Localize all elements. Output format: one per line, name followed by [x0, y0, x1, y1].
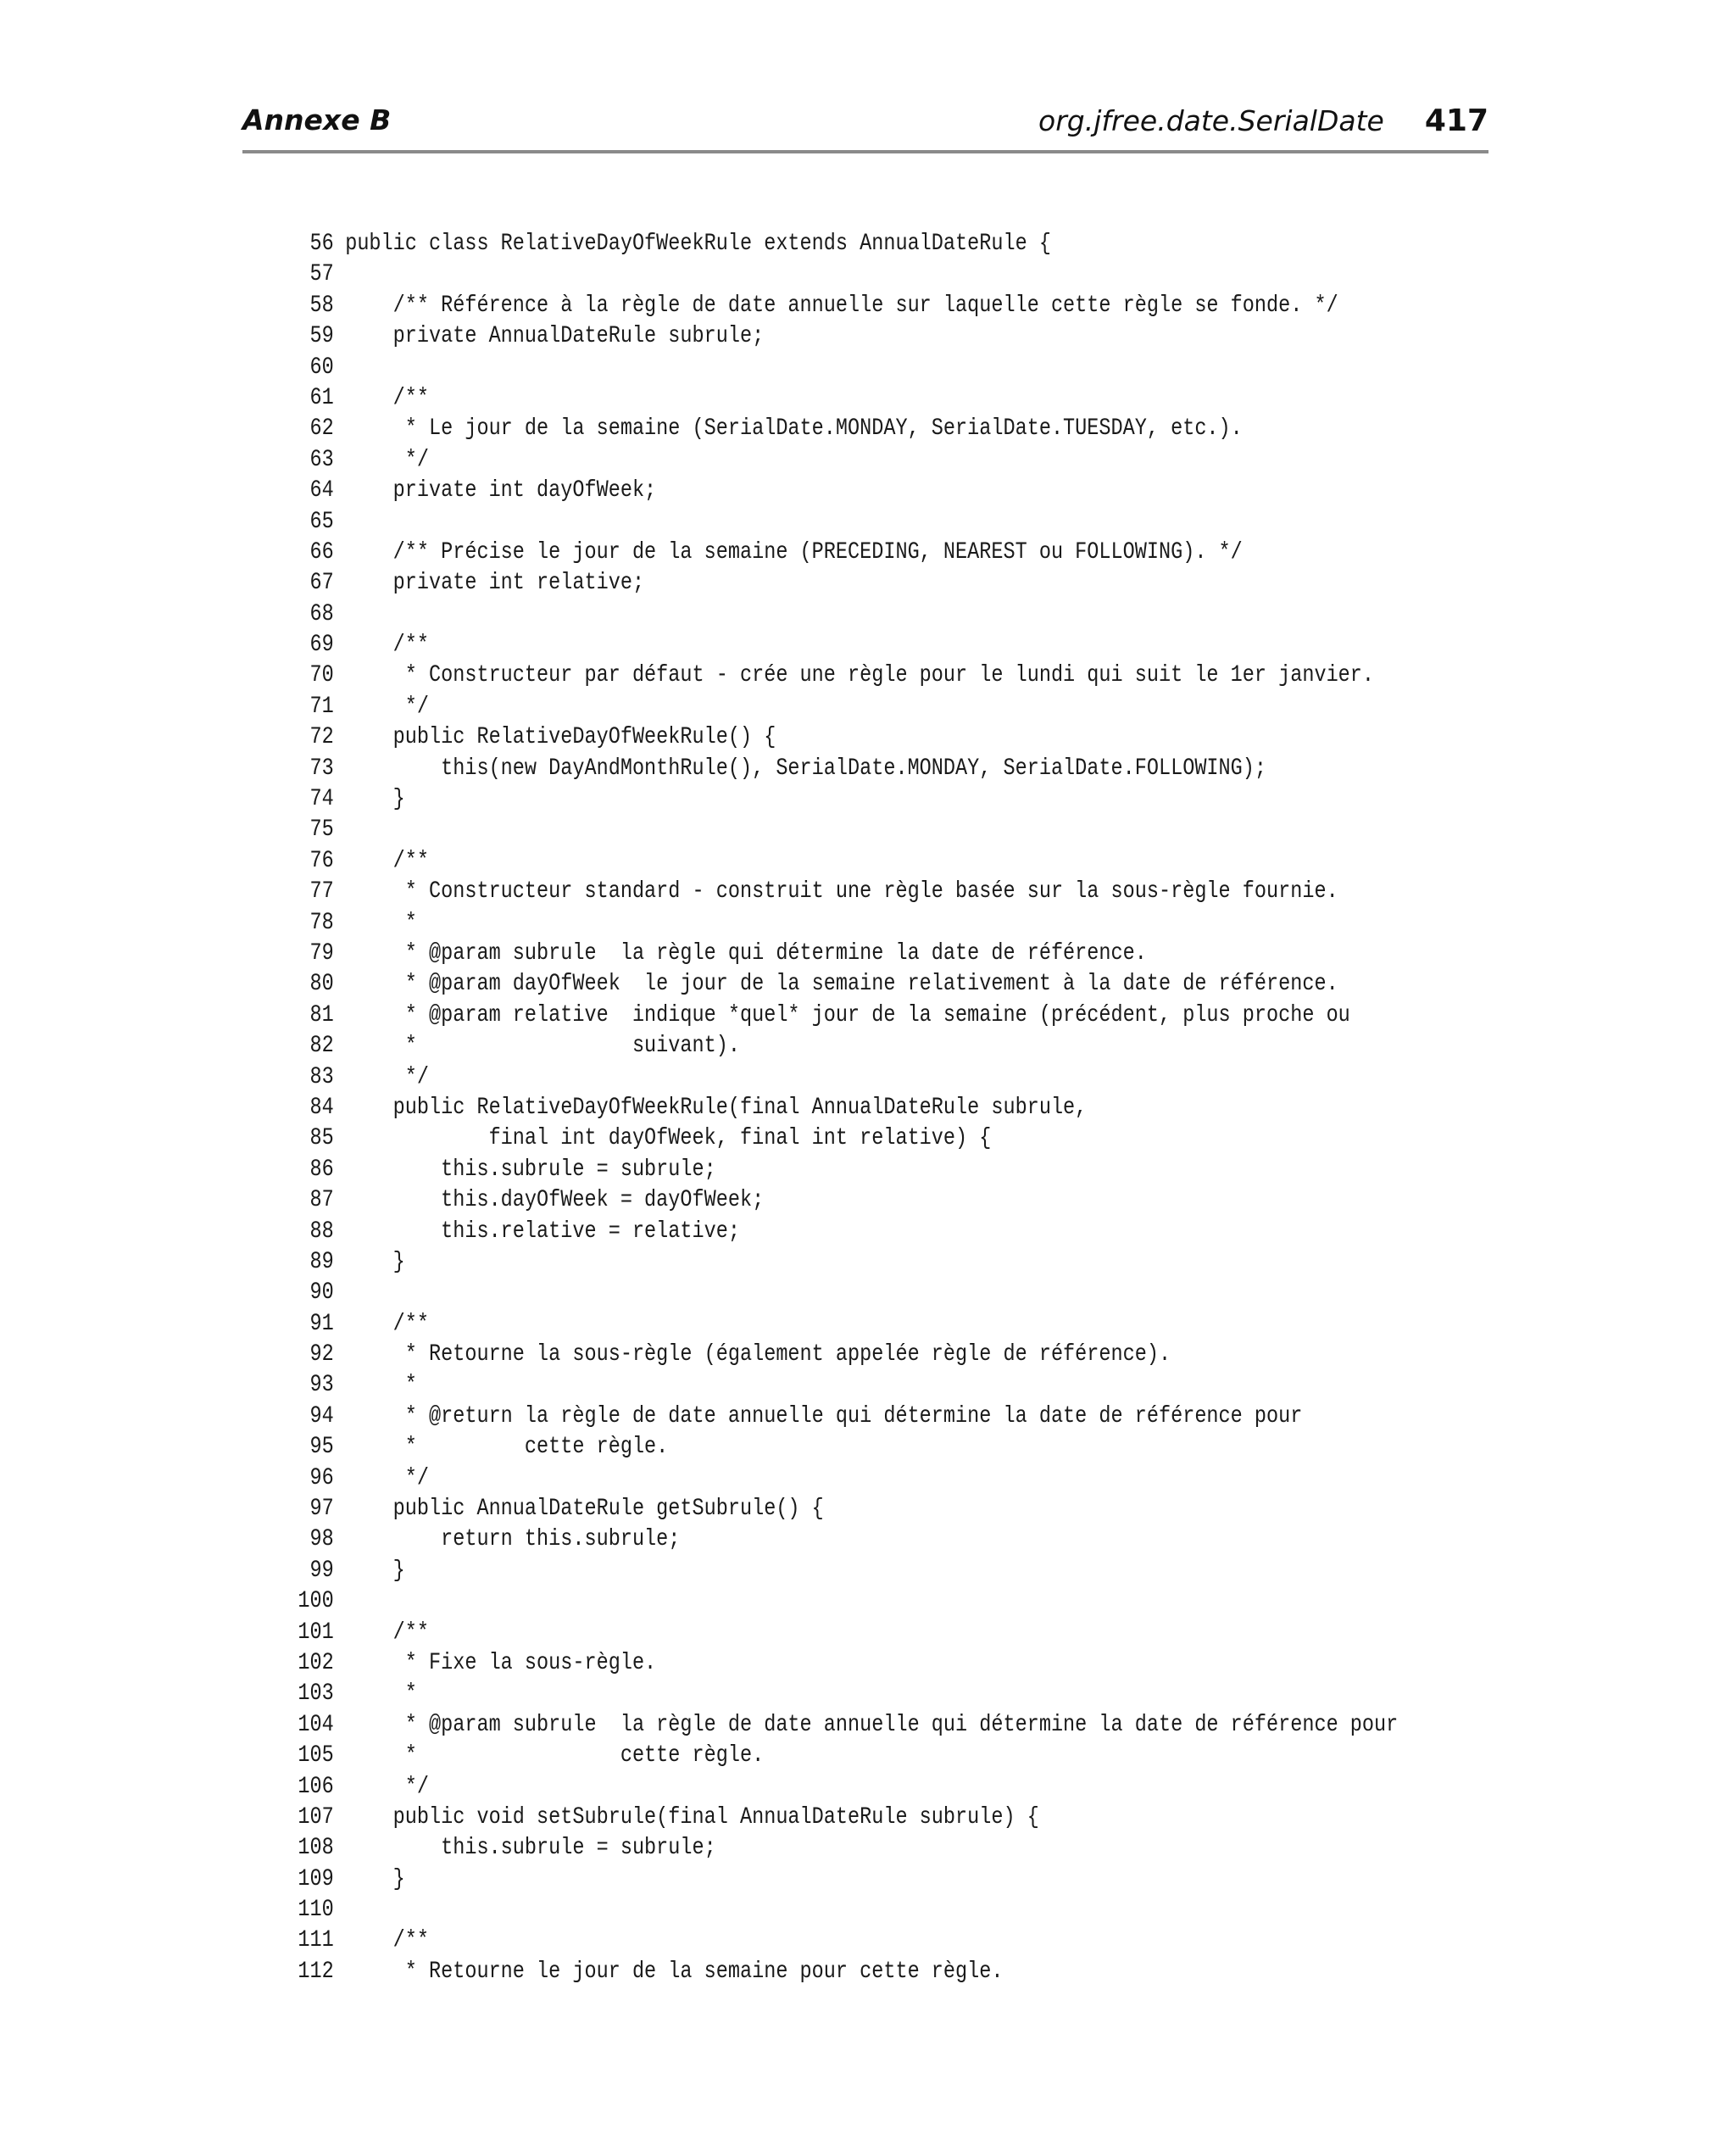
code-text: * Retourne la sous-règle (également appelée règle de référence). [345, 1341, 1171, 1368]
code-line [288, 599, 1398, 630]
code-text: */ [345, 1063, 430, 1090]
code-line [288, 445, 1398, 476]
line-number: 65 [309, 508, 334, 535]
code-line [288, 1556, 1398, 1586]
code-line [288, 1957, 1398, 1987]
line-number: 75 [309, 816, 334, 844]
line-number: 111 [298, 1927, 334, 1954]
code-text: /** [345, 384, 430, 411]
line-number: 78 [309, 909, 334, 936]
line-number: 59 [309, 323, 334, 350]
code-line [288, 660, 1398, 691]
code-text: /** Référence à la règle de date annuelle sur laquelle cette règle se fonde. */ [345, 292, 1338, 319]
code-line [288, 1618, 1398, 1648]
line-number: 58 [309, 292, 334, 319]
code-line [288, 476, 1398, 506]
code-text: */ [345, 1773, 430, 1800]
line-number: 93 [309, 1372, 334, 1399]
code-line [288, 1093, 1398, 1123]
code-line [288, 1340, 1398, 1370]
line-number: 76 [309, 847, 334, 874]
header-rule [242, 150, 1488, 153]
code-line [288, 815, 1398, 845]
line-number: 72 [309, 724, 334, 751]
code-text: * Le jour de la semaine (SerialDate.MONDAY, SerialDate.TUESDAY, etc.). [345, 415, 1243, 443]
line-number: 103 [298, 1680, 334, 1708]
code-line [288, 414, 1398, 444]
code-text: */ [345, 1464, 430, 1491]
line-number: 66 [309, 538, 334, 566]
code-text: * Constructeur standard - construit une règle basée sur la sous-règle fournie. [345, 878, 1338, 906]
code-line [288, 1524, 1398, 1555]
code-line [288, 692, 1398, 722]
line-number: 91 [309, 1310, 334, 1337]
code-text: } [345, 1865, 405, 1892]
code-line [288, 1494, 1398, 1524]
line-number: 81 [309, 1001, 334, 1028]
code-line [288, 1895, 1398, 1925]
running-title: org.jfree.date.SerialDate [1038, 104, 1384, 137]
code-line [288, 1370, 1398, 1401]
code-text: * @param subrule la règle de date annuelle qui détermine la date de référence pour [345, 1711, 1399, 1738]
code-line [288, 1217, 1398, 1247]
code-text: /** [345, 632, 430, 659]
line-number: 61 [309, 384, 334, 411]
code-line [288, 259, 1398, 290]
code-text: public RelativeDayOfWeekRule(final AnnualDateRule subrule, [345, 1094, 1088, 1121]
code-text: public AnnualDateRule getSubrule() { [345, 1496, 824, 1523]
page-header [242, 100, 1488, 151]
code-text: private int relative; [345, 570, 645, 597]
code-line [288, 722, 1398, 753]
code-line [288, 1803, 1398, 1833]
code-text: * @param dayOfWeek le jour de la semaine relativement à la date de référence. [345, 971, 1338, 998]
code-line [288, 1000, 1398, 1031]
code-line [288, 1463, 1398, 1494]
line-number: 108 [298, 1835, 334, 1862]
code-line [288, 291, 1398, 321]
line-number: 100 [298, 1588, 334, 1615]
code-line [288, 538, 1398, 568]
code-text: /** [345, 1619, 430, 1646]
code-text: * cette règle. [345, 1434, 669, 1461]
code-line [288, 1247, 1398, 1278]
line-number: 79 [309, 939, 334, 967]
line-number: 84 [309, 1094, 334, 1121]
code-text: * [345, 909, 417, 936]
code-text: public class RelativeDayOfWeekRule extends AnnualDateRule { [345, 231, 1051, 257]
code-text: */ [345, 693, 430, 720]
code-text: } [345, 786, 405, 813]
code-line [288, 754, 1398, 784]
line-number: 112 [298, 1958, 334, 1985]
code-line [288, 1031, 1398, 1062]
line-number: 97 [309, 1496, 334, 1523]
line-number: 109 [298, 1865, 334, 1892]
code-line [288, 939, 1398, 969]
code-text: * suivant). [345, 1033, 740, 1060]
code-text: } [345, 1557, 405, 1584]
code-line [288, 784, 1398, 815]
line-number: 68 [309, 600, 334, 627]
code-line [288, 353, 1398, 383]
line-number: 63 [309, 446, 334, 473]
code-line [288, 877, 1398, 907]
line-number: 99 [309, 1557, 334, 1584]
code-line [288, 1925, 1398, 1956]
code-text: /** [345, 847, 430, 874]
code-text: /** Précise le jour de la semaine (PRECEDING, NEAREST ou FOLLOWING). */ [345, 538, 1243, 566]
line-number: 86 [309, 1156, 334, 1183]
code-line [288, 1432, 1398, 1463]
code-line [288, 1586, 1398, 1617]
code-text: * @param relative indique *quel* jour de la semaine (précédent, plus proche ou [345, 1001, 1350, 1028]
line-number: 69 [309, 632, 334, 659]
code-line [288, 1278, 1398, 1308]
code-line [288, 1772, 1398, 1803]
code-line [288, 507, 1398, 538]
code-line [288, 1741, 1398, 1771]
line-number: 85 [309, 1125, 334, 1152]
code-line [288, 568, 1398, 599]
line-number: 60 [309, 354, 334, 381]
line-number: 57 [309, 261, 334, 288]
line-number: 82 [309, 1033, 334, 1060]
code-line [288, 969, 1398, 1000]
line-number: 90 [309, 1279, 334, 1307]
line-number: 102 [298, 1649, 334, 1676]
line-number: 92 [309, 1341, 334, 1368]
line-number: 106 [298, 1773, 334, 1800]
code-line [288, 1155, 1398, 1185]
code-text: * Constructeur par défaut - crée une règle pour le lundi qui suit le 1er janvier. [345, 662, 1375, 689]
line-number: 71 [309, 693, 334, 720]
code-text: } [345, 1248, 405, 1275]
line-number: 95 [309, 1434, 334, 1461]
line-number: 67 [309, 570, 334, 597]
code-text: private int dayOfWeek; [345, 477, 657, 504]
code-text: this.subrule = subrule; [345, 1156, 716, 1183]
code-line [288, 1864, 1398, 1895]
line-number: 56 [309, 231, 334, 257]
code-line [288, 1833, 1398, 1864]
line-number: 96 [309, 1464, 334, 1491]
line-number: 62 [309, 415, 334, 443]
line-number: 73 [309, 755, 334, 782]
code-text: * @param subrule la règle qui détermine la date de référence. [345, 939, 1147, 967]
code-line [288, 1062, 1398, 1093]
line-number: 104 [298, 1711, 334, 1738]
header-right [1038, 103, 1488, 138]
code-text: final int dayOfWeek, final int relative) { [345, 1125, 992, 1152]
code-line [288, 1648, 1398, 1679]
line-number: 105 [298, 1742, 334, 1769]
code-line [288, 229, 1398, 259]
code-text: this.subrule = subrule; [345, 1835, 716, 1862]
code-text: /** [345, 1310, 430, 1337]
code-text: this.relative = relative; [345, 1218, 740, 1245]
code-line [288, 1402, 1398, 1432]
code-line [288, 1185, 1398, 1216]
code-line [288, 1679, 1398, 1709]
line-number: 88 [309, 1218, 334, 1245]
code-text: * Retourne le jour de la semaine pour cette règle. [345, 1958, 1004, 1985]
code-listing [288, 229, 1398, 1987]
chapter-label: Annexe B [242, 103, 392, 137]
code-line [288, 908, 1398, 939]
code-text: /** [345, 1927, 430, 1954]
code-line [288, 1309, 1398, 1340]
line-number: 87 [309, 1187, 334, 1214]
code-text: * Fixe la sous-règle. [345, 1649, 657, 1676]
code-text: return this.subrule; [345, 1526, 681, 1553]
code-text: this(new DayAndMonthRule(), SerialDate.MONDAY, SerialDate.FOLLOWING); [345, 755, 1267, 782]
code-text: public RelativeDayOfWeekRule() { [345, 724, 776, 751]
line-number: 83 [309, 1063, 334, 1090]
code-line [288, 846, 1398, 877]
code-line [288, 1710, 1398, 1741]
code-text: */ [345, 446, 430, 473]
line-number: 64 [309, 477, 334, 504]
code-text: public void setSubrule(final AnnualDateRule subrule) { [345, 1803, 1039, 1831]
line-number: 80 [309, 971, 334, 998]
line-number: 101 [298, 1619, 334, 1646]
code-text: * cette règle. [345, 1742, 765, 1769]
code-text: private AnnualDateRule subrule; [345, 323, 765, 350]
code-line [288, 383, 1398, 414]
line-number: 74 [309, 786, 334, 813]
code-text: * @return la règle de date annuelle qui détermine la date de référence pour [345, 1402, 1303, 1429]
code-line [288, 630, 1398, 660]
line-number: 107 [298, 1803, 334, 1831]
code-line [288, 321, 1398, 352]
line-number: 77 [309, 878, 334, 906]
code-text: this.dayOfWeek = dayOfWeek; [345, 1187, 765, 1214]
code-text: * [345, 1372, 417, 1399]
line-number: 70 [309, 662, 334, 689]
line-number: 89 [309, 1248, 334, 1275]
line-number: 98 [309, 1526, 334, 1553]
line-number: 110 [298, 1897, 334, 1924]
code-line [288, 1123, 1398, 1154]
line-number: 94 [309, 1402, 334, 1429]
page-number: 417 [1424, 103, 1488, 138]
code-text: * [345, 1680, 417, 1708]
